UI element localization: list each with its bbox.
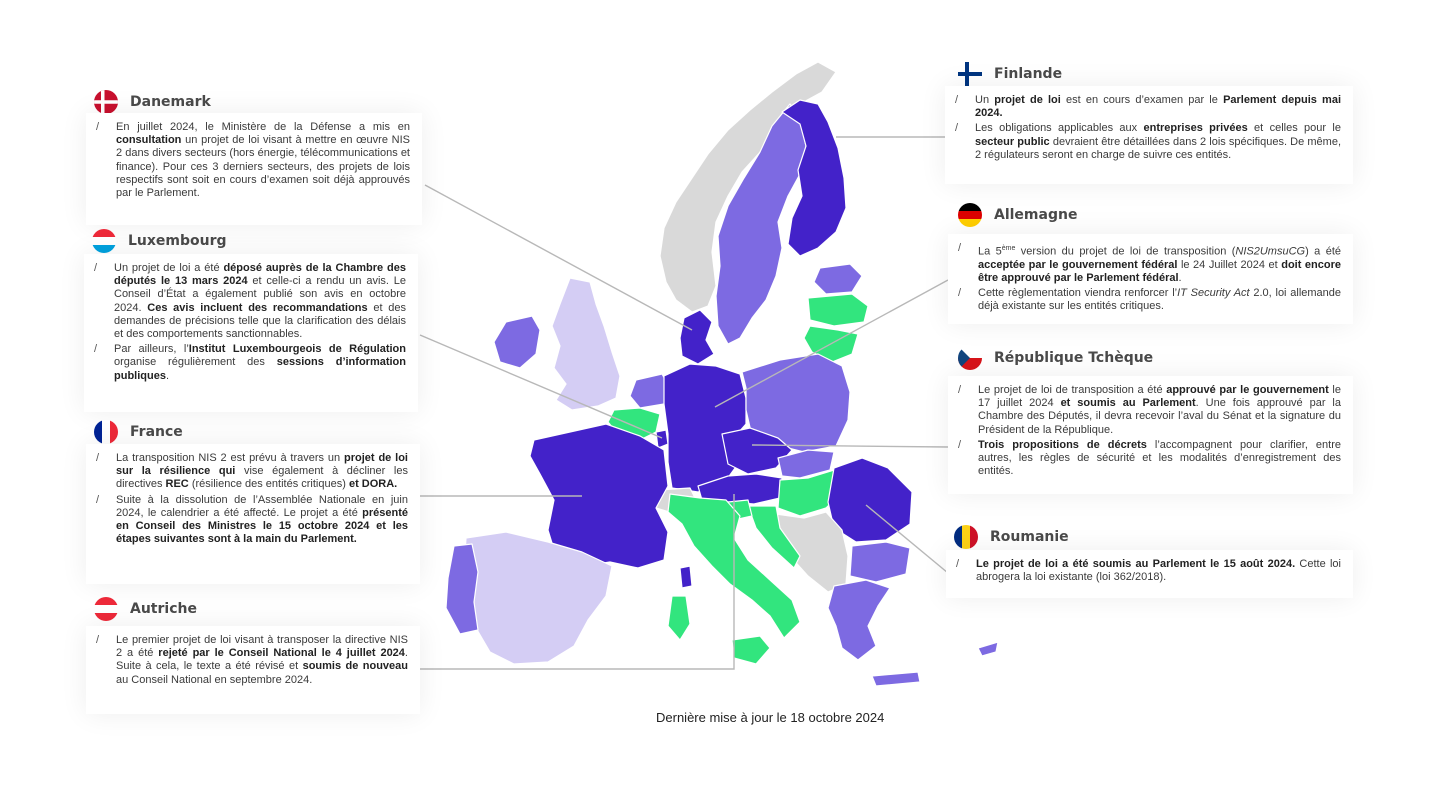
card-text: / Les obligations applicables aux entreprises privées et celles pour le secteur public devraient être détaillées dans 2 lois spécifiques. De même, 2 régulateurs seront en charge de suivre ces entités. bbox=[953, 122, 1341, 162]
country-sardinia bbox=[668, 596, 690, 640]
country-name: France bbox=[130, 424, 183, 440]
country-name: Finlande bbox=[994, 66, 1063, 82]
card-tcheque bbox=[948, 376, 1353, 494]
card-luxembourg bbox=[84, 254, 418, 412]
card-allemagne bbox=[948, 234, 1353, 324]
card-text: / Cette règlementation viendra renforcer l’IT Security Act 2.0, loi allemande déjà existante sur les entités critiques. bbox=[956, 287, 1341, 313]
section-title-allemagne bbox=[958, 203, 1077, 227]
card-text: / Trois propositions de décrets l’accompagnent pour clarifier, entre autres, les règles de sécurité et les modalités d’enregistrement des entités. bbox=[956, 439, 1341, 479]
card-text: / En juillet 2024, le Ministère de la Défense a mis en consultation un projet de loi visant à mettre en œuvre NIS 2 dans divers secteurs (hors énergie, télécommunications et finance). Pour ces 3 derniers secteurs, des projets de lois respectifs sont soit en cours d’examen soit déjà approuvés par le Parlement. bbox=[94, 121, 410, 200]
flag-germany-icon bbox=[958, 203, 982, 227]
card-text: / La transposition NIS 2 est prévu à travers un projet de loi sur la résilience qui vise également à décliner les directives REC (résilience des entités critiques) et DORA. bbox=[94, 452, 408, 492]
country-portugal bbox=[446, 544, 478, 634]
country-crete bbox=[872, 672, 920, 686]
card-roumanie bbox=[946, 550, 1353, 598]
card-text: / Le projet de loi a été soumis au Parlement le 15 août 2024. Cette loi abrogera la loi existante (loi 362/2018). bbox=[954, 558, 1341, 584]
country-denmark bbox=[680, 310, 714, 364]
country-sicily bbox=[732, 636, 770, 664]
country-name: Allemagne bbox=[994, 207, 1078, 223]
card-text: / Suite à la dissolution de l’Assemblée Nationale en juin 2024, le calendrier a été affecté. Le projet a été présenté en Conseil des Ministres le 15 octobre 2024 et les étapes suivantes sont à la main du Parlement. bbox=[94, 494, 408, 547]
flag-finland-icon bbox=[958, 62, 982, 86]
country-latvia bbox=[808, 294, 868, 326]
country-name: Danemark bbox=[130, 94, 211, 110]
country-name: Roumanie bbox=[990, 529, 1069, 545]
country-uk bbox=[552, 278, 620, 410]
flag-czech-icon bbox=[958, 346, 982, 370]
country-greece bbox=[828, 580, 890, 660]
section-title-danemark bbox=[94, 90, 211, 114]
country-bulgaria bbox=[850, 542, 910, 582]
card-text: / Un projet de loi est en cours d’examen par le Parlement depuis mai 2024. bbox=[953, 94, 1341, 120]
flag-austria-icon bbox=[94, 597, 118, 621]
card-text: / Le projet de loi de transposition a été approuvé par le gouvernement le 17 juillet 2024 et soumis au Parlement. Une fois approuvé par la Chambre des Députés, il devra recevoir l’aval du Sénat et la signature du Président de la République. bbox=[956, 384, 1341, 437]
flag-luxembourg-icon bbox=[92, 229, 116, 253]
country-name: Luxembourg bbox=[128, 233, 227, 249]
card-text: / Par ailleurs, l’Institut Luxembourgeois de Régulation organise régulièrement des sessions d’information publiques. bbox=[92, 343, 406, 383]
country-cyprus bbox=[978, 642, 998, 656]
country-name: Autriche bbox=[130, 601, 197, 617]
section-title-finlande bbox=[958, 62, 1062, 86]
section-title-luxembourg bbox=[92, 229, 227, 253]
card-finlande bbox=[945, 86, 1353, 184]
flag-romania-icon bbox=[954, 525, 978, 549]
section-title-tcheque bbox=[958, 346, 1153, 370]
country-name: République Tchèque bbox=[994, 350, 1154, 366]
country-germany bbox=[664, 364, 746, 492]
card-france bbox=[86, 444, 420, 584]
section-title-france bbox=[94, 420, 183, 444]
card-text: / Le premier projet de loi visant à transposer la directive NIS 2 a été rejeté par le Conseil National le 4 juillet 2024. Suite à cela, le texte a été révisé et soumis de nouveau au Conseil National en septembre 2024. bbox=[94, 634, 408, 687]
country-ireland bbox=[494, 316, 540, 368]
section-title-roumanie bbox=[954, 525, 1069, 549]
country-luxembourg bbox=[656, 430, 668, 448]
flag-denmark-icon bbox=[94, 90, 118, 114]
card-autriche bbox=[86, 626, 420, 714]
card-danemark bbox=[86, 113, 422, 225]
section-title-autriche bbox=[94, 597, 197, 621]
country-estonia bbox=[814, 264, 862, 294]
country-corsica bbox=[680, 566, 692, 588]
card-text: / La 5ème version du projet de loi de transposition (NIS2UmsuCG) a été acceptée par le gouvernement fédéral le 24 Juillet 2024 et doit encore être approuvé par le Parlement fédéral. bbox=[956, 242, 1341, 285]
last-update-label: Dernière mise à jour le 18 octobre 2024 bbox=[656, 710, 885, 725]
flag-france-icon bbox=[94, 420, 118, 444]
card-text: / Un projet de loi a été déposé auprès de la Chambre des députés le 13 mars 2024 et celle-ci a rendu un avis. Le Conseil d’État a également publié son avis en octobre 2024. Ces avis incluent des recommandations et des demandes de précisions telle que la clarification des délais et des comportements sanctionnables. bbox=[92, 262, 406, 341]
connector-luxembourg bbox=[420, 335, 662, 438]
